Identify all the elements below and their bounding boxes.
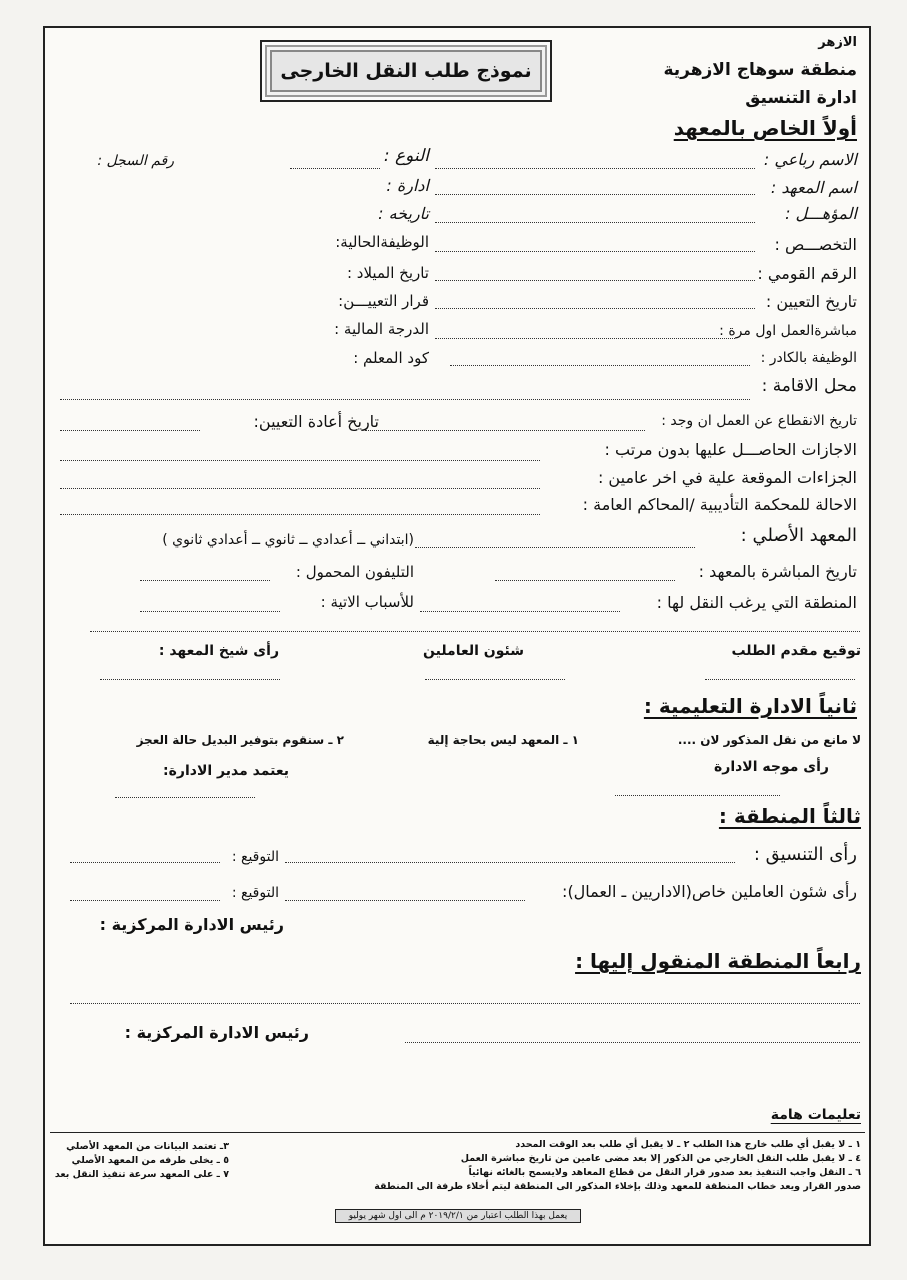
director-approval-label: يعتمد مدير الادارة:	[163, 763, 289, 779]
record-no-label: رقم السجل :	[97, 153, 174, 169]
section3-heading: ثالثاً المنطقة :	[718, 804, 861, 828]
birth-date-label: تاريخ الميلاد :	[346, 264, 429, 282]
personnel-label: شئون العاملين	[423, 643, 524, 659]
specialization-label: التخصـــص :	[774, 235, 857, 254]
start-at-institute-label: تاريخ المباشرة بالمعهد :	[698, 562, 857, 581]
first-start-label: مباشرةالعمل اول مرة :	[719, 323, 857, 339]
instruction-l3: ٧ ـ على المعهد سرعة تنفيذ النقل بعد	[54, 1169, 229, 1180]
sheikh-opinion-label: رأى شيخ المعهد :	[158, 643, 279, 659]
central-admin-head-label-a: رئيس الادارة المركزية :	[99, 915, 284, 934]
supervisor-opinion-label: رأى موجه الادارة	[714, 759, 829, 775]
unpaid-leave-label: الاجازات الحاصـــل عليها بدون مرتب :	[604, 440, 857, 459]
org-department: ادارة التنسيق	[745, 88, 857, 108]
signature-label-b: التوقيع :	[231, 885, 279, 901]
option-2: ٢ ـ سنقوم بتوفير البديل حالة العجز	[136, 733, 344, 747]
type-label: النوع :	[383, 146, 429, 166]
qualification-label: المؤهـــل :	[785, 204, 857, 223]
stages-options: (ابتداني ــ أعدادي ــ ثانوي ــ أعدادي ثانوي )	[162, 532, 414, 548]
original-institute-label: المعهد الأصلي :	[740, 525, 857, 546]
option-1: ١ ـ المعهد ليس بحاجة إلية	[427, 733, 579, 747]
signature-label-a: التوقيع :	[231, 849, 279, 865]
interruption-label: تاريخ الانقطاع عن العمل ان وجد :	[661, 413, 857, 429]
section4-heading: رابعاً المنطقة المنقول إليها :	[575, 949, 861, 973]
instruction-l1: ٣ـ تعتمد البيانات من المعهد الأصلي	[66, 1141, 229, 1152]
current-job-label: الوظيفةالحالية:	[335, 233, 429, 251]
section1-heading: أولاً الخاص بالمعهد	[673, 116, 857, 140]
instruction-r2: ٤ ـ لا يقبل طلب النقل الخارجي من الذكور إلا بعد مضى عامين من تاريخ مباشرة العمل	[460, 1153, 861, 1164]
form-title: نموذج طلب النقل الخارجى	[280, 60, 532, 82]
instruction-r4: صدور القرار ويعد خطاب المنطقة للمعهد وذلك بإخلاء المذكور الى المنطقة ليتم أخلاء طرفة الى المنطقة	[374, 1181, 861, 1192]
no-objection-text: لا مانع من نقل المذكور لان ....	[677, 733, 861, 747]
cadre-job-label: الوظيفة بالكادر :	[760, 350, 857, 366]
instruction-r3: ٦ ـ النقل واجب التنفيذ بعد صدور قرار النقل من قطاع المعاهد ولايسمح بالغائه نهائياً	[468, 1167, 861, 1178]
appointment-decision-label: قرار التعييـــن:	[338, 292, 429, 310]
form-title-box	[260, 40, 552, 102]
referral-label: الاحالة للمحكمة التأديبية /المحاكم العامة :	[582, 495, 857, 514]
instruction-r1: ١ ـ لا يقبل أي طلب خارج هذا الطلب ٢ ـ لا يقبل أي طلب بعد الوقت المحدد	[515, 1139, 861, 1150]
admin-label: ادارة :	[386, 176, 429, 195]
reappointment-label: تاريخ أعادة التعيين:	[253, 412, 379, 431]
mobile-label: التليفون المحمول :	[295, 563, 414, 581]
deadline-notice: يعمل بهذا الطلب اعتبار من ٢٠١٩/٢/١ م الى اول شهر يوليو	[335, 1209, 581, 1223]
region-desired-label: المنطقة التي يرغب النقل لها :	[656, 593, 857, 612]
coordination-opinion-label: رأى التنسيق :	[753, 844, 857, 865]
org-region: منطقة سوهاج الازهرية	[663, 60, 857, 80]
instructions-heading: تعليمات هامة	[770, 1107, 861, 1123]
full-name-label: الاسم رباعي :	[763, 150, 857, 169]
central-admin-head-label-b: رئيس الادارة المركزية :	[124, 1023, 309, 1042]
penalties-label: الجزاءات الموقعة علية في اخر عامين :	[597, 468, 857, 487]
org-azhar: الازهر	[818, 35, 857, 50]
section2-heading: ثانياً الادارة التعليمية :	[643, 694, 857, 718]
appointment-date-label: تاريخ التعيين :	[765, 292, 857, 311]
residence-label: محل الاقامة :	[761, 376, 857, 396]
applicant-signature-label: توقيع مقدم الطلب	[731, 643, 861, 659]
qual-date-label: تاريخه :	[378, 204, 429, 223]
institute-name-label: اسم المعهد :	[770, 178, 857, 197]
financial-grade-label: الدرجة المالية :	[334, 320, 429, 338]
personnel-special-label: رأى شئون العاملين خاص(الاداريين ـ العمال):	[562, 882, 857, 901]
teacher-code-label: كود المعلم :	[353, 349, 429, 367]
form-page	[43, 26, 871, 1246]
reasons-label: للأسباب الاتية :	[320, 593, 414, 611]
national-id-label: الرقم القومي :	[757, 264, 857, 283]
instruction-l2: ٥ ـ يخلى طرفه من المعهد الأصلي	[71, 1155, 229, 1166]
